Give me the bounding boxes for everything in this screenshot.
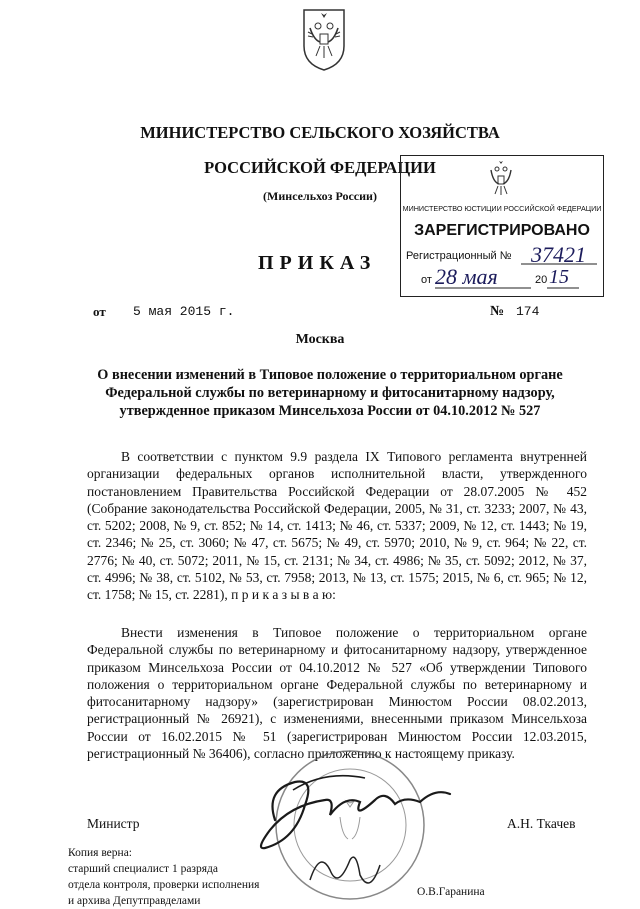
city: Москва bbox=[295, 332, 345, 347]
copy-line-2: старший специалист 1 разряда bbox=[68, 863, 218, 875]
preamble-paragraph: В соответствии с пунктом 9.9 раздела IX Типового регламента внутренней организации федеральных органов исполнительной власти, утвержденного постановлением Правительства Российской Федерации от 28.07.2005 № 452 (Собрание законодательства Российской Федерации, 2005, № 31, ст. 3233; 2007, № 43, ст. 5202; 2008, № 9, ст. 852; № 14, ст. 1413; № 46, ст. 5337; 2009, № 12, ст. 1443; № 19, ст. 2346; № 25, ст. 3060; № 47, ст. 5675; № 49, ст. 5970; 2010, № 9, ст. 964; № 22, ст. 2776; № 40, ст. 5072; 2011, № 15, ст. 2131; № 34, ст. 4986; № 35, ст. 5092; 2012, № 37, ст. 4996; № 38, ст. 5102, № 53, ст. 7958; 2013, № 13, ст. 1575; 2015, № 6, ст. 965; № 12, ст. 1758; № 15, ст. 2281), п р и к а з ы в а ю: bbox=[87, 449, 587, 603]
registration-stamp bbox=[400, 155, 604, 297]
copy-line-4: и архива Депутправделами bbox=[68, 895, 201, 907]
order-title: О внесении изменений в Типовое положение о территориальном органе Федеральной службы по ветеринарному и фитосанитарному надзору, утвержденное приказом Минсельхоза России от 04.10.2012 № 527 bbox=[97, 367, 563, 419]
copy-line-3: отдела контроля, проверки исполнения bbox=[68, 879, 260, 891]
stamp-date-value: 28 мая bbox=[435, 264, 498, 289]
stamp-date-label: от bbox=[421, 274, 432, 286]
order-number: 174 bbox=[516, 304, 540, 319]
copy-certification bbox=[68, 845, 328, 909]
coat-of-arms-icon bbox=[300, 6, 348, 72]
stamp-status: ЗАРЕГИСТРИРОВАНО bbox=[414, 222, 590, 239]
copy-line-1: Копия верна: bbox=[68, 847, 132, 859]
number-label: № bbox=[490, 304, 505, 319]
signer-role: Министр bbox=[87, 816, 140, 831]
stamp-year-value: 15 bbox=[549, 266, 569, 288]
ministry-short-name: (Минсельхоз России) bbox=[263, 189, 377, 203]
stamp-department: МИНИСТЕРСТВО ЮСТИЦИИ РОССИЙСКОЙ ФЕДЕРАЦИИ bbox=[402, 204, 602, 213]
stamp-reg-label: Регистрационный № bbox=[406, 250, 512, 262]
order-date: 5 мая 2015 г. bbox=[133, 304, 235, 319]
stamp-year-prefix: 20 bbox=[535, 274, 548, 286]
document-type: ПРИКАЗ bbox=[258, 252, 377, 274]
signer-name: А.Н. Ткачев bbox=[507, 816, 576, 831]
copy-certifier-name: О.В.Гаранина bbox=[417, 886, 485, 898]
ministry-name-line1: МИНИСТЕРСТВО СЕЛЬСКОГО ХОЗЯЙСТВА bbox=[140, 123, 500, 142]
stamp-reg-number: 37421 bbox=[531, 242, 586, 267]
order-paragraph: Внести изменения в Типовое положение о территориальном органе Федеральной службы по ветеринарному и фитосанитарному надзору, утвержденное приказом Минсельхоза России от 04.10.2012 № 527 «Об утверждении Типового положения о территориальном органе Федеральной службы по ветеринарному и фитосанитарному надзору» (зарегистрирован Минюстом России 08.02.2013, регистрационный № 26921), с изменениями, внесенными приказом Минсельхоза России от 16.02.2015 № 51 (зарегистрирован Минюстом России 12.03.2015, регистрационный № 36406), согласно приложению к настоящему приказу. bbox=[87, 625, 587, 762]
date-label: от bbox=[93, 304, 106, 319]
ministry-name-line2: РОССИЙСКОЙ ФЕДЕРАЦИИ bbox=[204, 158, 436, 177]
stamp-underlines bbox=[401, 156, 603, 296]
